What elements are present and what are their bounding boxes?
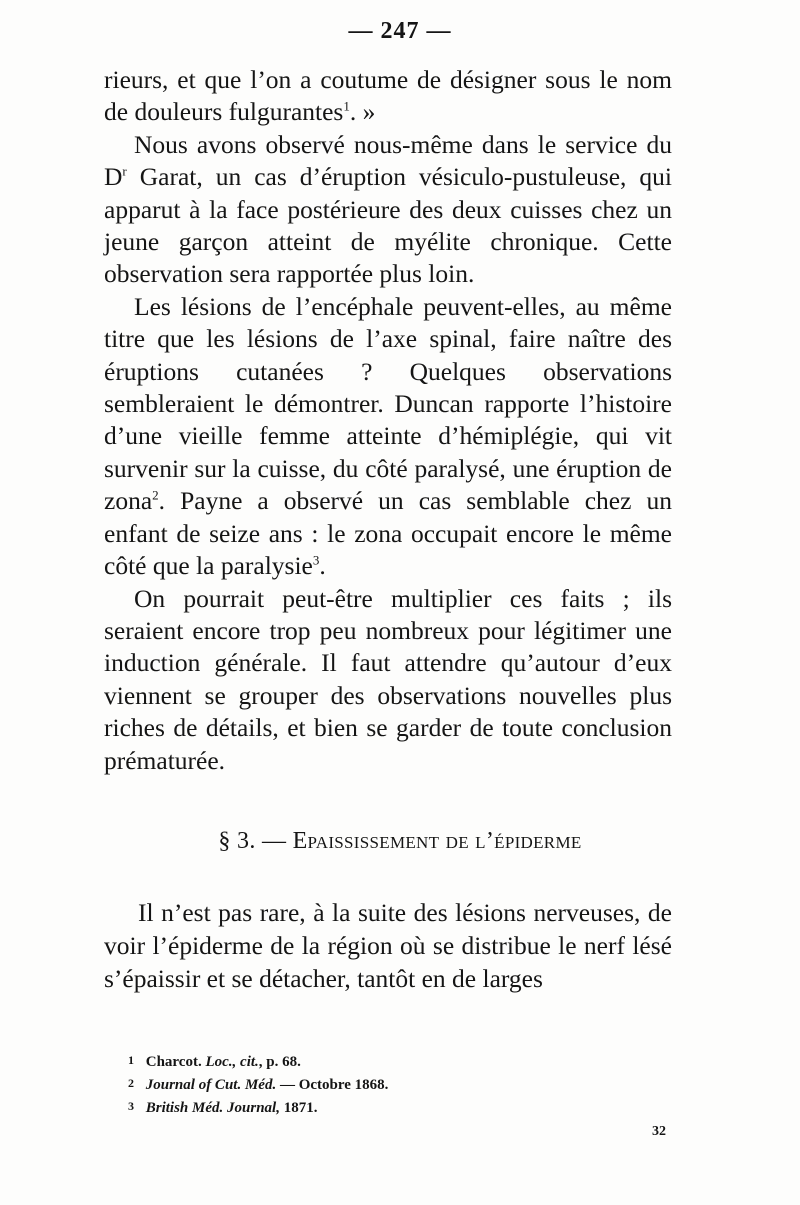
- paragraph-text: On pourrait peut-être multiplier ces faits ; ils seraient encore trop peu nombreux pour légitimer une induction générale. Il faut attendre qu’autour d’eux viennent se grouper des observations nouvelles plus riches de détails, et bien se garder de toute conclusion prématurée.: [104, 583, 672, 775]
- paragraph-continued: [104, 64, 672, 129]
- section-text: [104, 896, 672, 995]
- footnote-ref: 3: [312, 552, 320, 568]
- footnote: [128, 1050, 388, 1073]
- section-heading: [0, 828, 800, 855]
- paragraph: Il n’est pas rare, à la suite des lésions nerveuses, de voir l’épiderme de la région où se distribue le nerf lésé s’épaissir et se détacher, tantôt en de larges: [104, 898, 672, 993]
- footnote-ref: 2: [152, 487, 159, 503]
- paragraph-text-end: .: [319, 551, 326, 581]
- section-number: 3.: [237, 828, 256, 854]
- section-dash: —: [261, 828, 287, 854]
- title-abbrev-sup: r: [122, 163, 127, 179]
- paragraph-text-end: Garat, un cas d’éruption vésiculo-pustuleuse, qui apparut à la face postérieure des deux cuisses chez un jeune garçon atteint de myélite chronique. Cette observation sera rapportée plus loin.: [104, 162, 672, 289]
- paragraph-text: Les lésions de l’encéphale peuvent-elles, au même titre que les lésions de l’axe spinal, faire naître des éruptions cutanées ? Quelques observations sembleraient le démontrer. Duncan rapporte l’histoire d’une vieille femme atteinte d’hémiplégie, qui vit survenir sur la cuisse, du côté paralysé, une éruption de zona: [104, 291, 672, 516]
- footnote-text: Charcot.: [145, 1054, 206, 1070]
- page-number: — 247 —: [348, 18, 452, 44]
- footnote-number: 1: [128, 1053, 134, 1067]
- footnote-text: , p. 68.: [258, 1054, 301, 1070]
- footnote: [128, 1073, 388, 1096]
- footnote-number: 3: [128, 1099, 134, 1113]
- paragraph: [104, 583, 672, 777]
- section-symbol: §: [218, 828, 231, 854]
- paragraph: [104, 129, 672, 291]
- footnote-citation: Loc., cit.: [205, 1054, 259, 1070]
- footnote-ref: 1: [343, 98, 350, 114]
- footnote-citation: Journal of Cut. Méd.: [145, 1077, 277, 1093]
- paragraph-text-end: . »: [349, 97, 376, 127]
- section-title: Epaississement de l’épiderme: [292, 828, 582, 854]
- paragraph-text-mid: . Payne a observé un cas semblable chez un enfant de seize ans : le zona occupait encore le même côté que la paralysie: [104, 486, 672, 581]
- paragraph-text: rieurs, et que l’on a coutume de désigner sous le nom de douleurs fulgurantes: [104, 65, 672, 127]
- paragraph: [104, 291, 672, 583]
- footnotes: [128, 1050, 388, 1119]
- footnote-citation: British Méd. Journal,: [145, 1100, 280, 1116]
- footnote-text: 1871.: [279, 1100, 318, 1116]
- footnote: [128, 1096, 388, 1119]
- footnote-text: — Octobre 1868.: [276, 1077, 389, 1093]
- signature-mark: 32: [652, 1124, 666, 1139]
- paragraph-text: Nous avons observé nous-même dans le service du D: [104, 129, 672, 192]
- footnote-number: 2: [128, 1076, 134, 1090]
- main-text: [104, 64, 672, 777]
